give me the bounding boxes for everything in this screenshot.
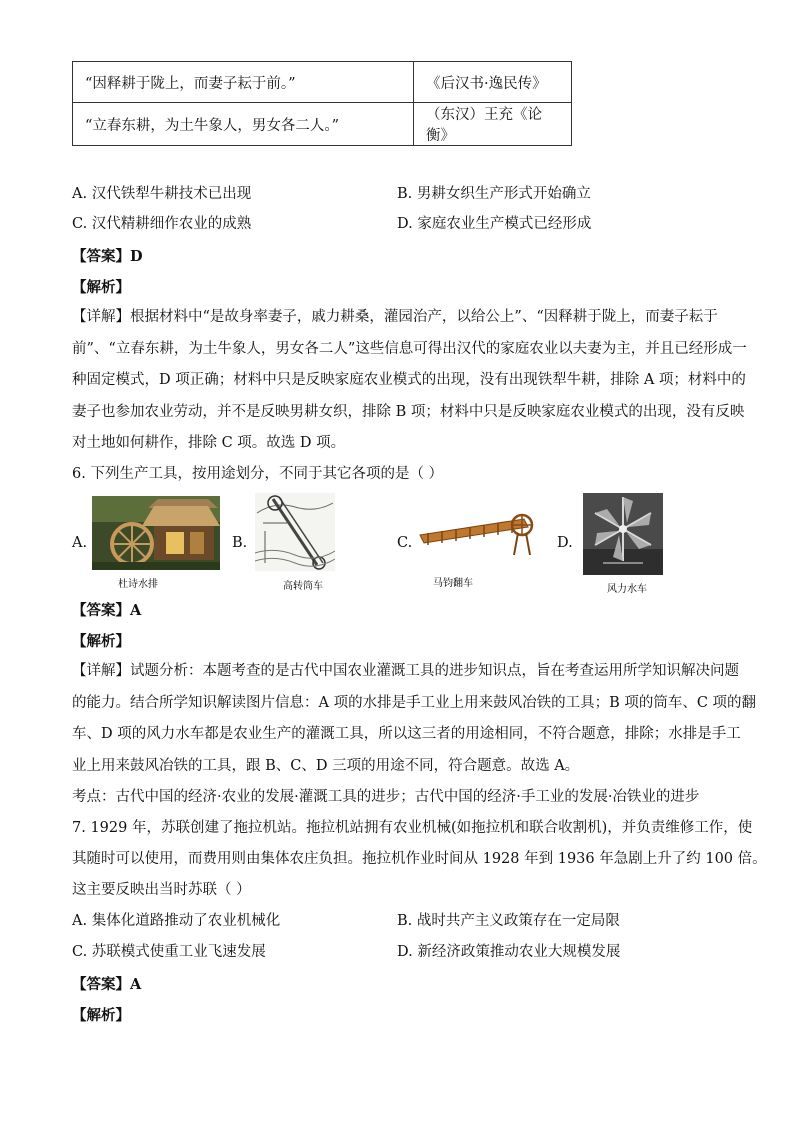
q7-option-d: D. 新经济政策推动农业大规模发展 [397,944,621,960]
q5-detail-line: 种固定模式，D 项正确；材料中只是反映家庭农业模式的出现，没有出现铁犁牛耕，排除 A 项；材料中的 [72,372,746,388]
q5-option-d: D. 家庭农业生产模式已经形成 [397,216,592,232]
q5-option-c: C. 汉代精耕细作农业的成熟 [72,216,252,232]
q7-answer: 【答案】A [72,976,142,993]
q5-detail-line: 妻子也参加农业劳动，并不是反映男耕女织，排除 B 项；材料中只是反映家庭农业模式的出现，没有反映 [72,404,745,420]
q5-option-a: A. 汉代铁犁牛耕技术已出现 [72,186,252,202]
q7-analysis-label: 【解析】 [72,1007,130,1024]
q6-detail-line: 【详解】试题分析：本题考查的是古代中国农业灌溉工具的进步知识点，旨在考查运用所学知识解决问题 [72,663,739,679]
quote-cell: “因释耕于陇上，而妻子耘于前。” [73,62,414,103]
q6-detail-line: 车、D 项的风力水车都是农业生产的灌溉工具，所以这三者的用途相同，不符合题意，排除；水排是手工 [72,726,741,742]
q6-answer: 【答案】A [72,602,142,619]
q5-analysis-label: 【解析】 [72,279,130,296]
q5-option-b: B. 男耕女织生产形式开始确立 [397,186,591,202]
source-table [72,61,572,146]
q6-option-a-letter: A. [72,535,88,551]
q7-option-a: A. 集体化道路推动了农业机械化 [72,913,281,929]
quote-cell: “立春东耕，为土牛象人，男女各二人。” [73,103,414,146]
q6-exam-point: 考点：古代中国的经济·农业的发展·灌溉工具的进步；古代中国的经济·手工业的发展·冶铁业的进步 [72,789,700,805]
q6-option-b-letter: B. [232,535,248,551]
q6-caption-c: 马钧翻车 [433,578,473,589]
q5-detail-line: 前”、“立春东耕，为土牛象人，男女各二人”这些信息可得出汉代的家庭农业以夫妻为主，并且已经形成一 [72,341,747,357]
q6-caption-d: 风力水车 [607,584,647,595]
q6-detail-line: 业上用来鼓风冶铁的工具，跟 B、C、D 三项的用途不同，符合题意。故选 A。 [72,758,580,774]
q5-detail-line: 【详解】根据材料中“是故身率妻子，戚力耕桑，灌园治产，以给公上”、“因释耕于陇上，而妻子耘于 [72,309,718,325]
q5-answer: 【答案】D [72,248,143,265]
q6-stem: 6. 下列生产工具，按用途划分，不同于其它各项的是（ ） [72,466,444,482]
table-row [73,103,572,146]
q7-stem-line: 其随时可以使用，而费用则由集体农庄负担。拖拉机作业时间从 1928 年到 1936 年急剧上升了约 100 倍。 [72,851,767,867]
q5-detail-line: 对土地如何耕作，排除 C 项。故选 D 项。 [72,435,346,451]
q7-stem-line: 这主要反映出当时苏联（ ） [72,882,251,898]
wind-waterwheel-image [583,493,663,575]
q7-option-c: C. 苏联模式使重工业飞速发展 [72,944,266,960]
q7-option-b: B. 战时共产主义政策存在一定局限 [397,913,620,929]
water-bellows-image [92,496,220,570]
chain-waterwheel-image [255,493,335,571]
q6-analysis-label: 【解析】 [72,633,130,650]
source-cell: （东汉）王充《论衡》 [414,103,572,146]
table-row [73,62,572,103]
q6-option-d-letter: D. [557,535,573,551]
q6-caption-b: 高转筒车 [283,581,323,592]
q6-option-c-letter: C. [397,535,413,551]
q7-stem-line: 7. 1929 年，苏联创建了拖拉机站。拖拉机站拥有农业机械(如拖拉机和联合收割机)，并负责维修工作，使 [72,820,753,836]
q6-caption-a: 杜诗水排 [118,579,158,590]
source-cell: 《后汉书·逸民传》 [414,62,572,103]
chain-pump-image [414,503,534,565]
q6-detail-line: 的能力。结合所学知识解读图片信息：A 项的水排是手工业上用来鼓风冶铁的工具；B 项的筒车、C 项的翻 [72,695,757,711]
